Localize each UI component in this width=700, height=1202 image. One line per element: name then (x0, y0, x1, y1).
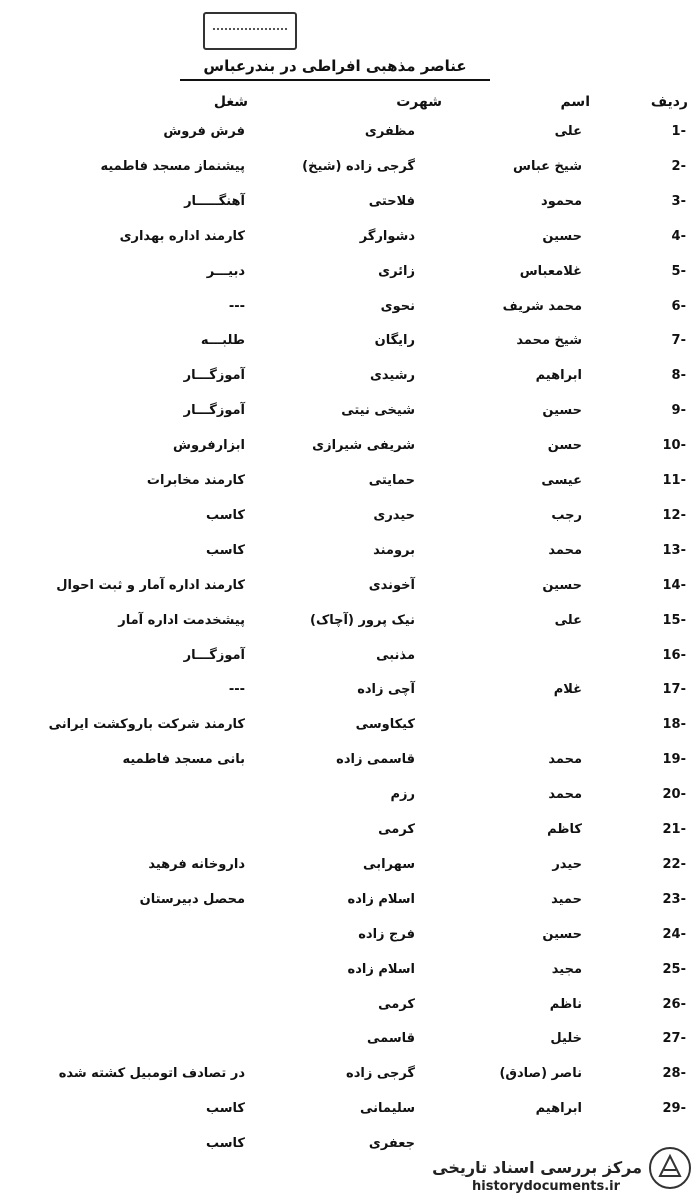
row-name: شیخ عباس (513, 158, 582, 174)
table-row (0, 1128, 700, 1160)
row-shohrat: قاسمی زاده (336, 752, 415, 768)
row-name: حسین (542, 403, 582, 419)
row-job: آموزگـــار (183, 403, 245, 419)
row-name: عیسی (541, 473, 582, 488)
table-row (0, 221, 700, 253)
row-job: کارمند اداره آمار و ثبت احوال (56, 577, 245, 593)
row-shohrat: فرج زاده (358, 926, 415, 942)
header-shoghl: شغل (213, 94, 248, 110)
row-name: علی (554, 124, 582, 139)
row-shohrat: شریفی شیرازی (312, 438, 415, 454)
row-number: -11 (662, 473, 686, 488)
row-job: بانی مسجد فاطمیه (122, 752, 245, 768)
row-number: -25 (662, 961, 686, 977)
row-shohrat: برومند (373, 542, 415, 558)
table-row (0, 814, 700, 846)
row-shohrat: حیدری (373, 507, 415, 523)
row-shohrat: آچی زاده (357, 682, 415, 698)
row-shohrat: مظفری (364, 124, 415, 139)
table-row (0, 954, 700, 986)
table-row (0, 186, 700, 218)
row-shohrat: مذنبی (376, 647, 415, 663)
row-number: -23 (662, 891, 686, 907)
row-shohrat: زائری (378, 263, 415, 279)
table-row (0, 849, 700, 881)
row-shohrat: قاسمی (366, 1031, 415, 1047)
table-row (0, 291, 700, 323)
table-row (0, 116, 700, 148)
row-name: حسین (542, 577, 582, 593)
row-shohrat: جعفری (368, 1136, 415, 1152)
table-row (0, 256, 700, 288)
row-shohrat: گرجی زاده (شیخ) (302, 158, 415, 174)
row-shohrat: حمایتی (368, 473, 415, 488)
table-row (0, 674, 700, 706)
row-number: -17 (662, 682, 686, 698)
table-row (0, 989, 700, 1021)
row-number: -15 (662, 612, 686, 628)
row-number: -21 (662, 822, 686, 837)
table-row (0, 1058, 700, 1090)
header-shohrat: شهرت (396, 94, 442, 110)
table-row (0, 465, 700, 497)
table-row (0, 535, 700, 567)
row-job: دبیـــر (206, 263, 245, 279)
row-job: پیشخدمت اداره آمار (118, 612, 245, 628)
row-number: -26 (662, 996, 686, 1012)
row-name: غلامعباس (519, 263, 582, 279)
row-shohrat: سلیمانی (359, 1101, 415, 1117)
row-shohrat: سهرابی (363, 856, 415, 872)
document-title: عناصر مذهبی افراطی در بندرعباس (180, 55, 490, 81)
row-name: حیدر (552, 856, 582, 872)
table-row (0, 430, 700, 462)
row-job: آهنگـــــار (184, 193, 245, 209)
row-name: حمید (551, 891, 582, 907)
row-shohrat: کرمی (378, 822, 415, 837)
row-number: -10 (662, 438, 686, 454)
table-row (0, 884, 700, 916)
table-row (0, 709, 700, 741)
row-shohrat: کیکاوسی (355, 717, 415, 733)
row-number: -1 (671, 124, 686, 139)
watermark-en: historydocuments.ir (472, 1179, 621, 1194)
row-job: آموزگـــار (183, 647, 245, 663)
row-job: کاسب (206, 507, 245, 523)
table-row (0, 779, 700, 811)
row-number: -3 (671, 193, 686, 209)
watermark (432, 1157, 642, 1194)
row-shohrat: نحوی (380, 298, 415, 314)
table-row (0, 151, 700, 183)
row-number: -5 (671, 263, 686, 279)
row-name: مجید (551, 961, 582, 977)
row-name: شیخ محمد (516, 333, 582, 349)
row-number: -29 (662, 1101, 686, 1117)
row-name: محمد شریف (502, 298, 582, 314)
row-job: کارمند شرکت باروکشت ایرانی (48, 717, 245, 733)
row-job: محصل دبیرستان (139, 891, 245, 907)
row-job: کاسب (206, 1136, 245, 1152)
table-row (0, 605, 700, 637)
row-job: کاسب (206, 1101, 245, 1117)
table-row (0, 1023, 700, 1055)
row-name: علی (554, 612, 582, 628)
row-number: -8 (671, 368, 686, 384)
row-name: غلام (553, 682, 582, 698)
row-shohrat: اسلام زاده (347, 891, 415, 907)
table-row (0, 919, 700, 951)
row-shohrat: آخوندی (368, 577, 415, 593)
table-row (0, 395, 700, 427)
table-row (0, 570, 700, 602)
table-row (0, 500, 700, 532)
row-number: -24 (662, 926, 686, 942)
header-radif: ردیف (650, 94, 688, 110)
table-row (0, 360, 700, 392)
archive-stamp (203, 12, 297, 50)
row-shohrat: کرمی (378, 996, 415, 1012)
row-shohrat: فلاحتی (368, 193, 415, 209)
row-number: -13 (662, 542, 686, 558)
row-name: حسین (542, 926, 582, 942)
table-row (0, 744, 700, 776)
row-name: کاظم (547, 822, 582, 837)
row-name: محمد (548, 787, 582, 803)
row-job: در تصادف اتومبیل کشته شده (58, 1066, 245, 1082)
row-job: کارمند اداره بهداری (119, 228, 245, 244)
row-number: -2 (671, 158, 686, 174)
row-shohrat: نیک پرور (آچاک) (310, 612, 415, 628)
row-name: خلیل (550, 1031, 582, 1047)
table-row (0, 325, 700, 357)
row-shohrat: شیخی نیتی (341, 403, 415, 419)
row-job: کاسب (206, 542, 245, 558)
row-number: -4 (671, 228, 686, 244)
row-job: فرش فروش (163, 124, 245, 139)
row-job: --- (228, 298, 245, 314)
row-number: -6 (671, 298, 686, 314)
row-number: -14 (662, 577, 686, 593)
row-number: -7 (671, 333, 686, 349)
row-number: -16 (662, 647, 686, 663)
row-shohrat: رشیدی (370, 368, 415, 384)
archive-logo-icon (648, 1146, 692, 1190)
row-job: --- (228, 682, 245, 698)
row-number: -19 (662, 752, 686, 768)
row-name: محمود (541, 193, 582, 209)
watermark-fa: مرکز بررسی اسناد تاریخی (432, 1158, 642, 1177)
row-job: پیشنماز مسجد فاطمیه (100, 158, 245, 174)
row-number: -12 (662, 507, 686, 523)
row-name: حسن (547, 438, 582, 454)
row-shohrat: دشوارگر (359, 228, 415, 244)
table-row (0, 1093, 700, 1125)
row-number: -27 (662, 1031, 686, 1047)
row-shohrat: گرجی زاده (346, 1066, 415, 1082)
table-row (0, 640, 700, 672)
row-number: -28 (662, 1066, 686, 1082)
header-esm: اسم (560, 94, 590, 110)
row-job: آموزگـــار (183, 368, 245, 384)
row-name: محمد (548, 752, 582, 768)
row-number: -22 (662, 856, 686, 872)
row-name: حسین (542, 228, 582, 244)
row-shohrat: رایگان (374, 333, 415, 349)
row-name: رجب (551, 507, 582, 523)
row-job: ابزارفروش (173, 438, 245, 454)
row-shohrat: رزم (390, 787, 415, 803)
row-shohrat: اسلام زاده (347, 961, 415, 977)
row-number: -18 (662, 717, 686, 733)
row-name: محمد (548, 542, 582, 558)
row-job: طلبـــه (200, 333, 245, 349)
row-name: ابراهیم (535, 368, 582, 384)
row-number: -20 (662, 787, 686, 803)
row-name: ناصر (صادق) (499, 1066, 582, 1082)
row-job: داروخانه فرهید (148, 856, 245, 872)
row-number: -9 (671, 403, 686, 419)
row-name: ناظم (549, 996, 582, 1012)
row-name: ابراهیم (535, 1101, 582, 1117)
row-job: کارمند مخابرات (146, 473, 245, 488)
